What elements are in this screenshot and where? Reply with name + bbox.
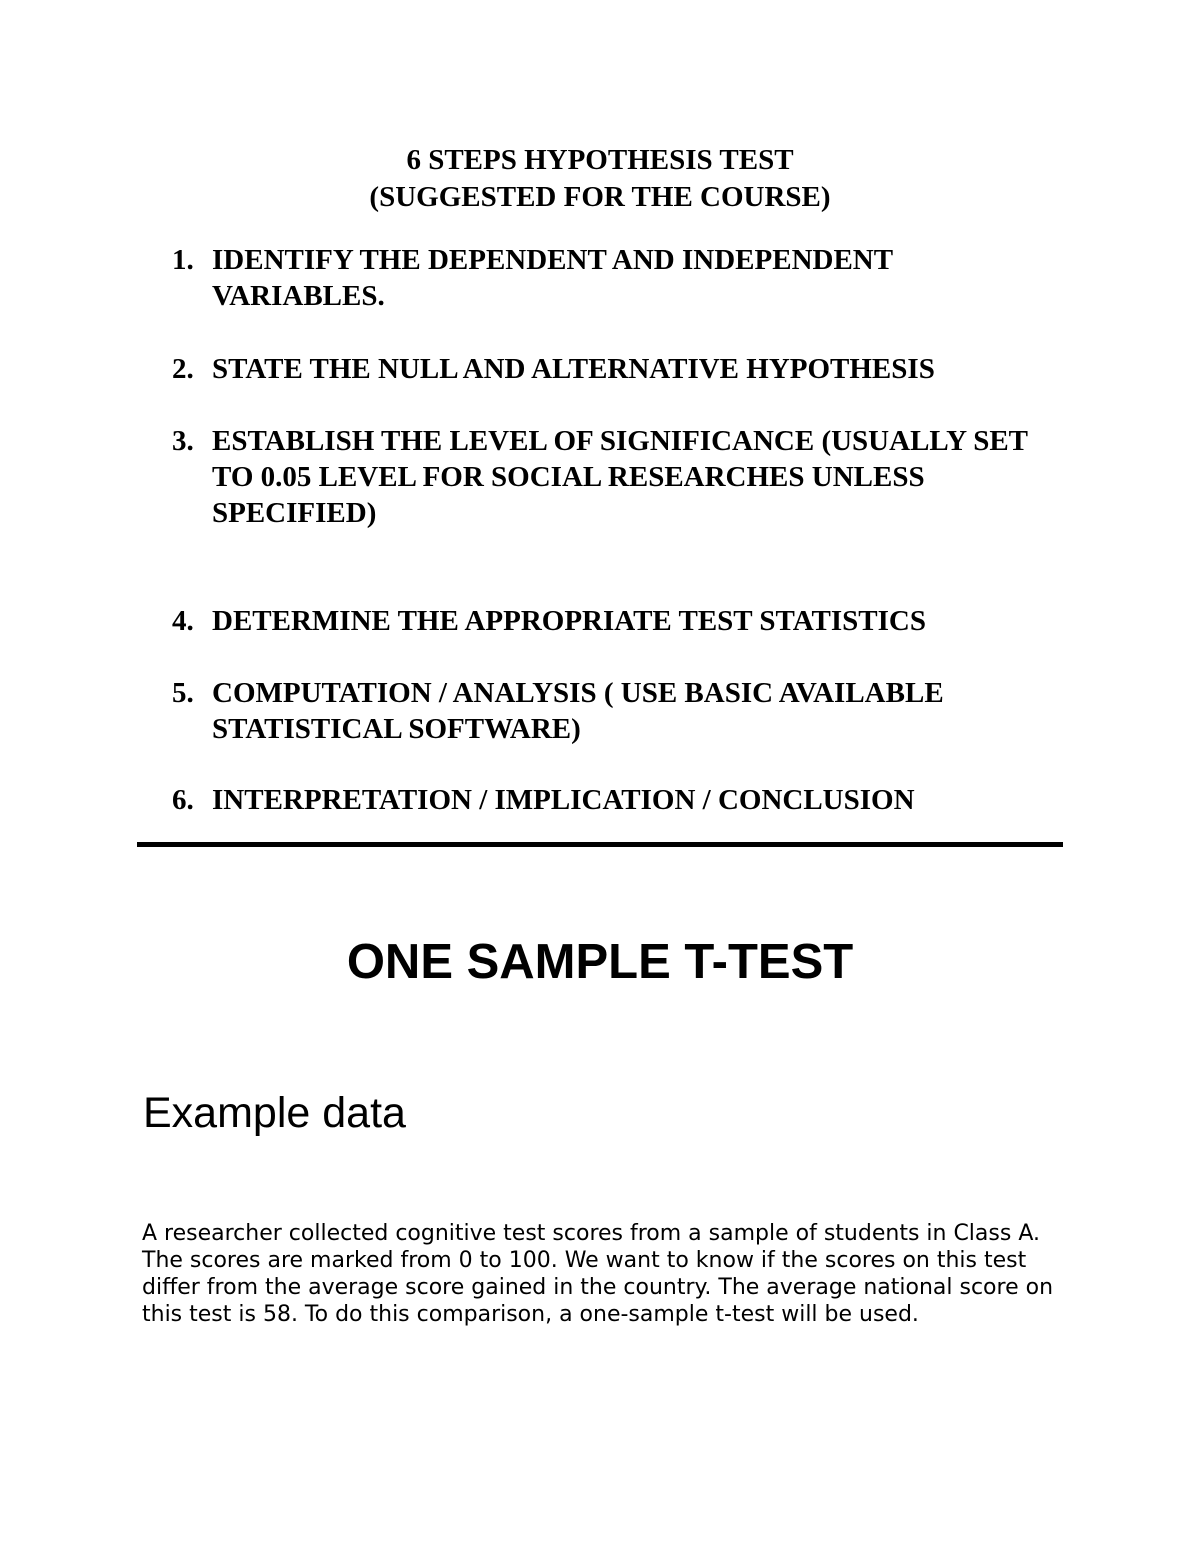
step-item-1 xyxy=(172,242,1072,314)
section-heading: Example data xyxy=(143,1089,406,1137)
step-number: 1. xyxy=(172,244,194,276)
main-heading: ONE SAMPLE T-TEST xyxy=(346,935,854,989)
step-item-3 xyxy=(172,423,1072,531)
step-number: 4. xyxy=(172,605,194,637)
body-paragraph: A researcher collected cognitive test scores from a sample of students in Class A. The scores are marked from 0 to 100. We want to know if the scores on this test differ from the average score gained in the country. The average national score on this test is 58. To do this comparison, a one-sample t-test will be used. xyxy=(142,1221,1054,1327)
step-text: COMPUTATION / ANALYSIS ( USE BASIC AVAILABLE STATISTICAL SOFTWARE) xyxy=(212,677,944,745)
step-number: 5. xyxy=(172,677,194,709)
step-text: INTERPRETATION / IMPLICATION / CONCLUSION xyxy=(212,784,915,816)
step-text: ESTABLISH THE LEVEL OF SIGNIFICANCE (USUALLY SET TO 0.05 LEVEL FOR SOCIAL RESEARCHES UNLESS SPECIFIED) xyxy=(212,425,1028,529)
horizontal-divider xyxy=(137,842,1063,847)
step-item-6 xyxy=(172,782,1072,818)
step-number: 6. xyxy=(172,784,194,816)
step-text: STATE THE NULL AND ALTERNATIVE HYPOTHESIS xyxy=(212,353,935,385)
step-item-2 xyxy=(172,351,1072,387)
document-subtitle: (SUGGESTED FOR THE COURSE) xyxy=(369,181,831,213)
step-text: DETERMINE THE APPROPRIATE TEST STATISTICS xyxy=(212,605,926,637)
step-number: 3. xyxy=(172,425,194,457)
document-title-block xyxy=(0,142,1200,216)
step-item-5 xyxy=(172,675,1072,747)
step-number: 2. xyxy=(172,353,194,385)
step-text: IDENTIFY THE DEPENDENT AND INDEPENDENT VARIABLES. xyxy=(212,244,893,312)
step-item-4 xyxy=(172,603,1072,639)
document-title: 6 STEPS HYPOTHESIS TEST xyxy=(406,144,794,176)
